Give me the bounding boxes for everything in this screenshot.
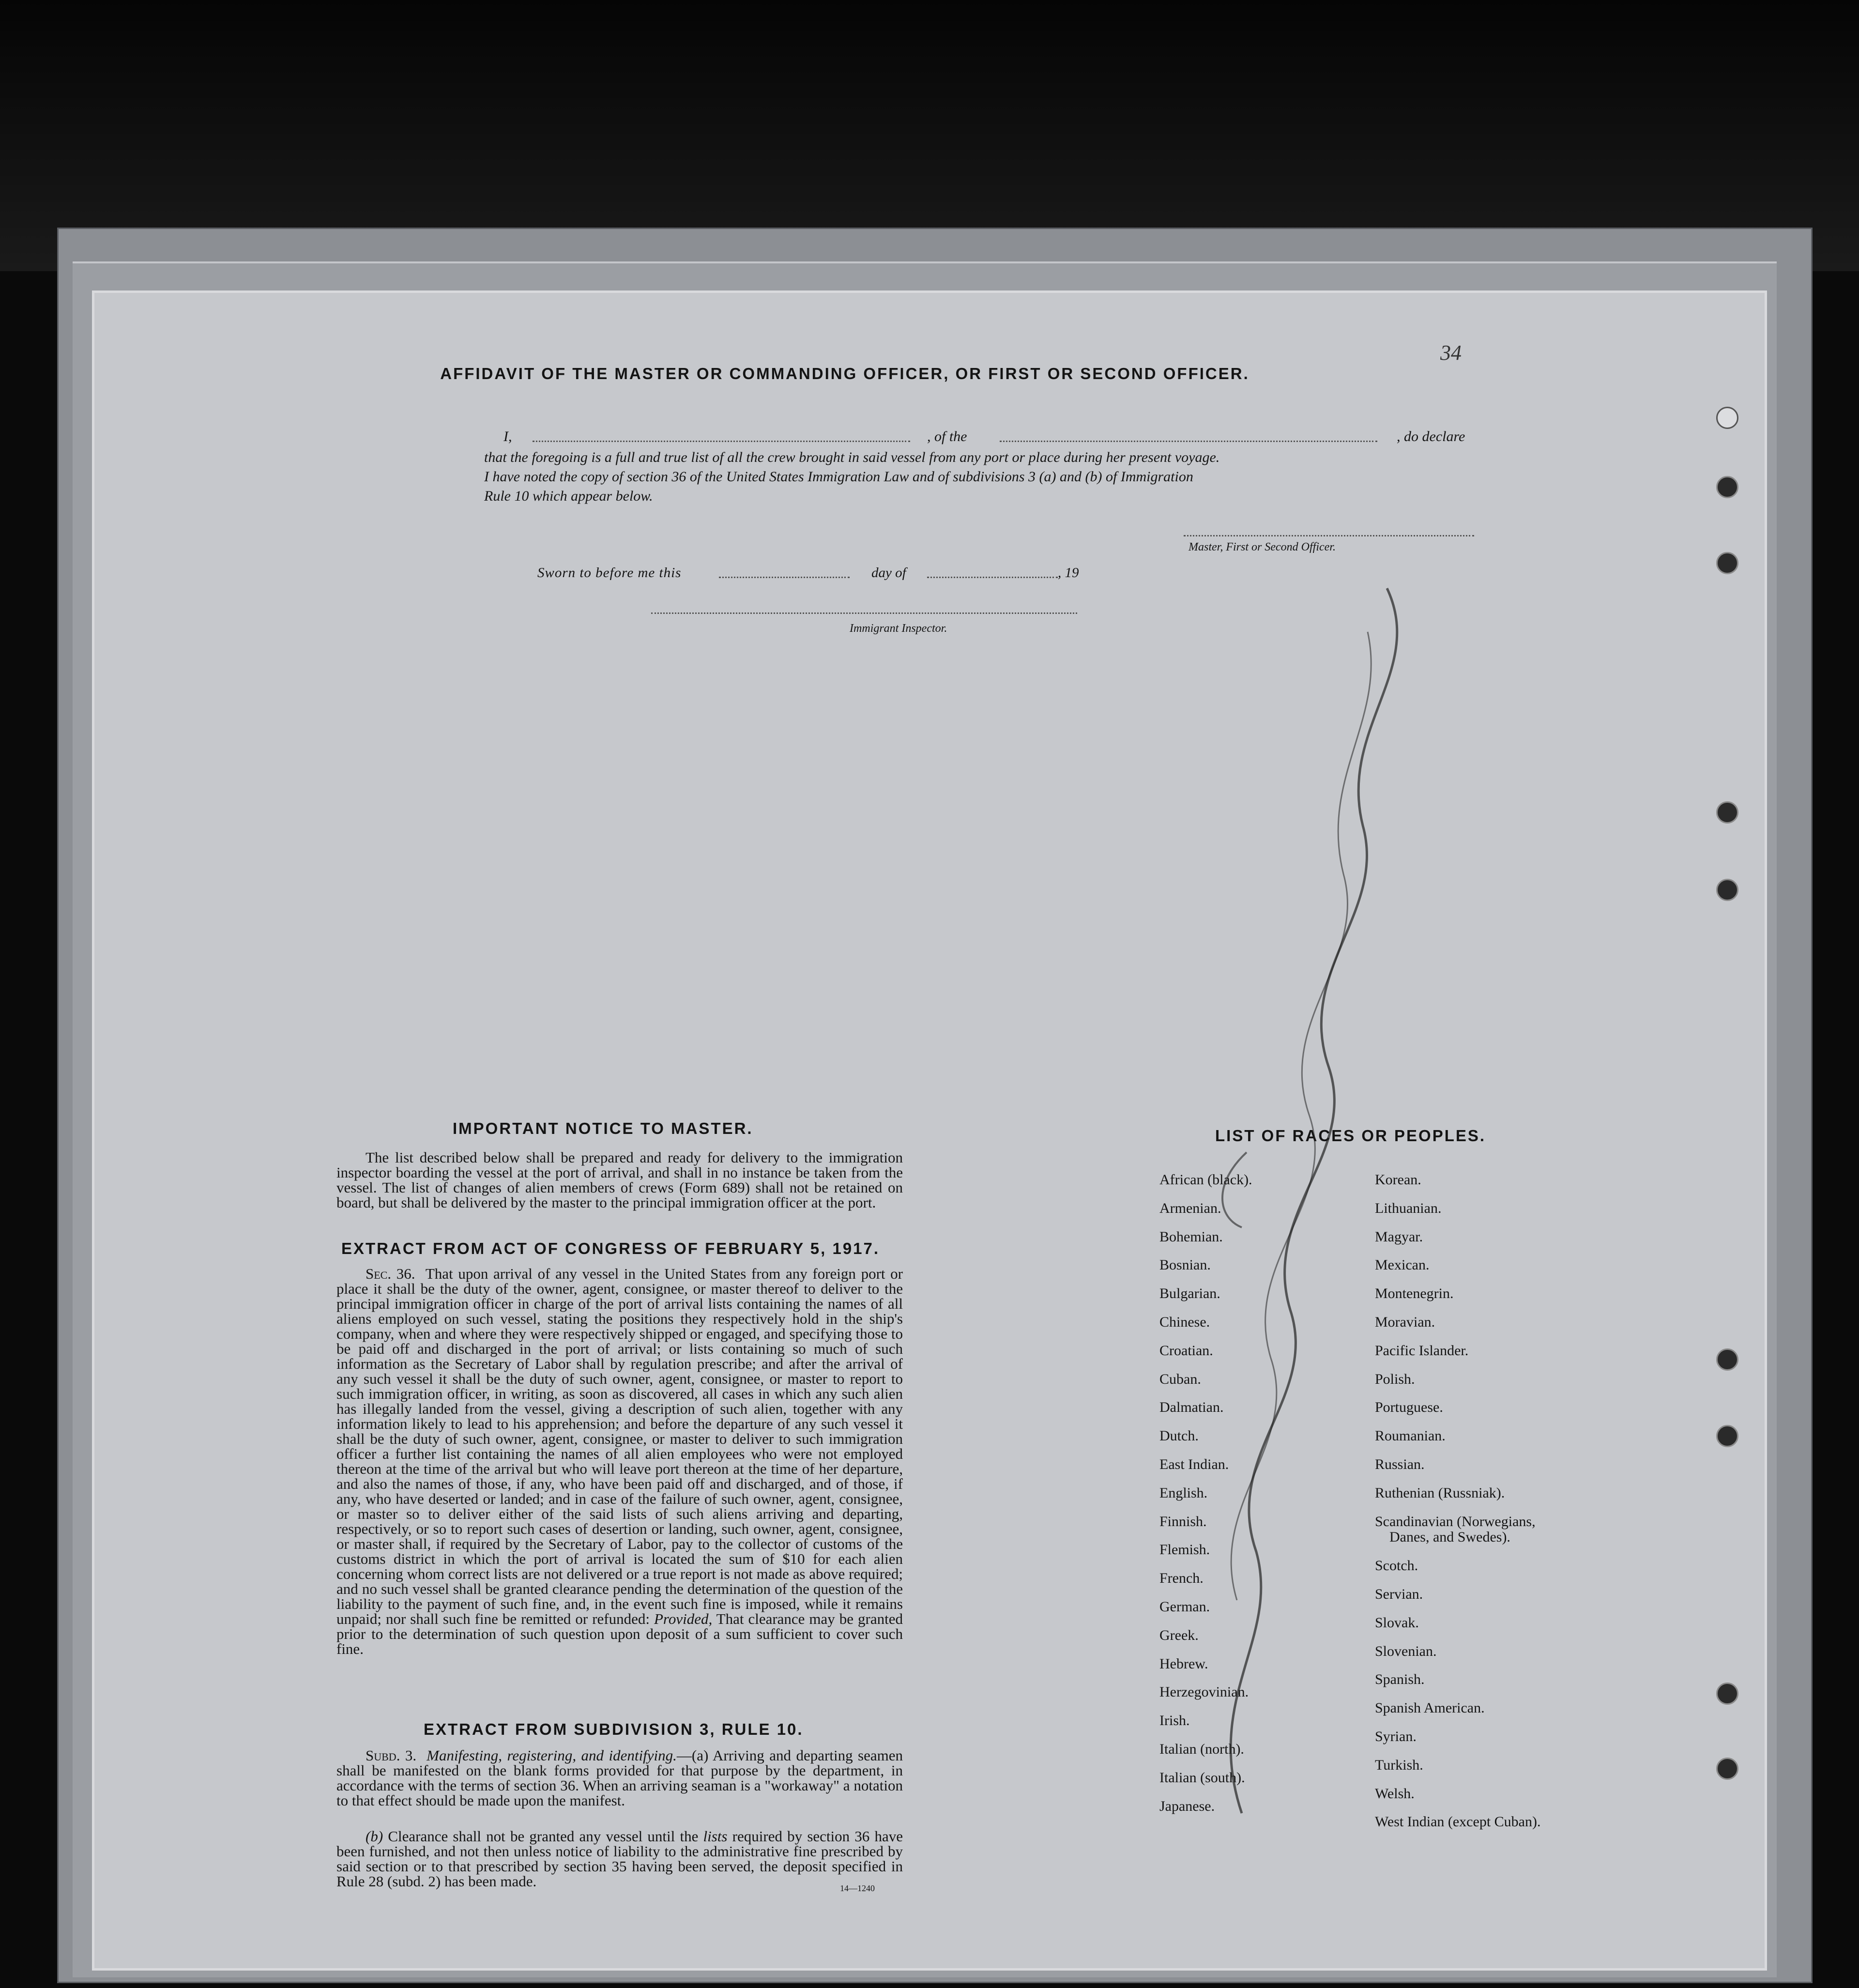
- sec-text-end: That clearance may be granted prior to the determination of such question upon deposit of a sum sufficient to cover such fine.: [336, 1610, 903, 1657]
- race-item: Welsh.: [1375, 1785, 1415, 1802]
- race-item: Bulgarian.: [1159, 1285, 1220, 1302]
- race-item: Scandinavian (Norwegians,: [1375, 1513, 1536, 1529]
- race-item: Spanish American.: [1375, 1700, 1485, 1716]
- sec-label: Sec. 36.: [366, 1265, 415, 1282]
- race-item: Magyar.: [1375, 1228, 1423, 1245]
- sworn-date-line: [719, 577, 850, 578]
- race-item: Bosnian.: [1159, 1257, 1211, 1273]
- affidavit-line-2: I have noted the copy of section 36 of the United States Immigration Law and of subdivisions 3 (a) and (b) of Immigration: [484, 469, 1193, 485]
- race-item: Montenegrin.: [1375, 1285, 1454, 1302]
- race-item: Scotch.: [1375, 1558, 1418, 1574]
- race-item: Flemish.: [1159, 1542, 1210, 1558]
- race-item: Dutch.: [1159, 1428, 1199, 1444]
- master-name-line: [533, 441, 910, 442]
- race-item: Italian (north).: [1159, 1741, 1244, 1757]
- sec-text: That upon arrival of any vessel in the United States from any foreign port or place it shall be the duty of the owner, agent, consignee, or master thereof to deliver to the principal immigration officer in charge of the port of arrival lists containing the names of all aliens employed on such vessel, stating the positions they respectively hold in the ship's company, when and where they were respectively shipped or engaged, and specifying those to be paid off and discharged in the port of arrival; or lists containing so much of such information as the Secretary of Labor shall by regulation prescribe; and after the arrival of any such vessel it shall be the duty of such owner, agent, consignee, or master to report to such immigration officer, in writing, as soon as discovered, all cases in which any such alien has illegally landed from the vessel, giving a description of such alien, together with any information likely to lead to his apprehension; and before the departure of any such vessel it shall be the duty of such owner, agent, consignee, or master to deliver to such immigration officer a further list containing the names of all alien employees who were not employed thereon at the time of the arrival but who will leave port thereon at the time of her departure, and also the names of those, if any, who have been paid off and discharged, and of those, if any, who have deserted or landed; and in case of the failure of such owner, agent, consignee, or master so to deliver either of the said lists of such aliens arriving and departing, respectively, or so to report such cases of desertion or landing, such owner, agent, consignee, or master shall, if required by the Secretary of Labor, pay to the collector of customs of the customs district in which the port of arrival is located the sum of $10 for each alien concerning whom correct lists are not delivered or a true report is not made as above required; and no such vessel shall be granted clearance pending the determination of the question of the liability to the payment of such fine, and, in the event such fine is imposed, while it remains unpaid; nor shall such fine be remitted or refunded:: [336, 1265, 903, 1627]
- sworn-month-line: [927, 577, 1058, 578]
- affidavit-of-the: , of the: [927, 428, 967, 444]
- inspector-signature-line: [651, 612, 1077, 614]
- inspector-label: Immigrant Inspector.: [850, 622, 947, 635]
- binder-hole: [1716, 1425, 1738, 1447]
- binder-hole: [1716, 476, 1738, 498]
- race-item: Korean.: [1375, 1172, 1421, 1188]
- race-item: African (black).: [1159, 1172, 1252, 1188]
- race-item: Servian.: [1375, 1586, 1423, 1602]
- binder-hole: [1716, 1682, 1738, 1705]
- race-item: Polish.: [1375, 1371, 1415, 1387]
- race-item: Bohemian.: [1159, 1228, 1223, 1245]
- race-item: Japanese.: [1159, 1798, 1215, 1814]
- binder-hole: [1716, 879, 1738, 901]
- corner-number: 34: [1440, 341, 1462, 365]
- race-item: Greek.: [1159, 1627, 1199, 1643]
- affidavit-do-declare: , do declare: [1397, 428, 1465, 444]
- sworn-text: Sworn to before me this: [537, 565, 682, 581]
- provided-word: Provided,: [654, 1610, 713, 1627]
- race-item: Danes, and Swedes).: [1389, 1529, 1510, 1545]
- extract-rule-title: EXTRACT FROM SUBDIVISION 3, RULE 10.: [424, 1720, 804, 1738]
- notice-title: IMPORTANT NOTICE TO MASTER.: [453, 1119, 753, 1137]
- race-item: Slovenian.: [1375, 1643, 1437, 1659]
- manifest-page: [92, 291, 1767, 1971]
- race-item: English.: [1159, 1484, 1208, 1501]
- affidavit-line-3: Rule 10 which appear below.: [484, 488, 653, 504]
- race-item: Roumanian.: [1375, 1428, 1446, 1444]
- race-item: Syrian.: [1375, 1728, 1417, 1744]
- notice-text: The list described below shall be prepared and ready for delivery to the immigration inspector boarding the vessel at the port of arrival, and shall in no instance be taken from the vessel. The list of changes of alien members of crews (Form 689) shall not be retained on board, but shall be delivered by the master to the principal immigration officer at the port.: [336, 1149, 903, 1211]
- race-item: East Indian.: [1159, 1456, 1229, 1472]
- race-item: Hebrew.: [1159, 1655, 1208, 1672]
- subd-label: Subd. 3.: [366, 1747, 417, 1764]
- race-item: Moravian.: [1375, 1314, 1435, 1330]
- race-item: Dalmatian.: [1159, 1399, 1224, 1416]
- binder-hole: [1716, 1758, 1738, 1780]
- race-item: Mexican.: [1375, 1257, 1430, 1273]
- race-item: Lithuanian.: [1375, 1200, 1442, 1216]
- race-item: French.: [1159, 1570, 1204, 1587]
- binder-hole: [1716, 407, 1738, 429]
- b-text-2: required by section 36 have been furnished, and not then unless notice of liability to the administrative fine prescribed by said section or to that prescribed by section 35 having been served, the deposit specified in Rule 28 (subd. 2) has been made.: [336, 1828, 903, 1890]
- race-item: Finnish.: [1159, 1513, 1207, 1529]
- form-number: 14—1240: [840, 1883, 875, 1893]
- race-item: German.: [1159, 1599, 1210, 1615]
- subd-italic: Manifesting, registering, and identifying.: [427, 1747, 677, 1764]
- race-item: Herzegovinian.: [1159, 1684, 1249, 1700]
- race-item: Ruthenian (Russniak).: [1375, 1484, 1505, 1501]
- binder-hole: [1716, 1348, 1738, 1371]
- extract-rule-text-a: [336, 1748, 903, 1808]
- b-label: (b): [366, 1828, 383, 1845]
- race-item: Irish.: [1159, 1713, 1190, 1729]
- affidavit-line-1: that the foregoing is a full and true list of all the crew brought in said vessel from any port or place during her present voyage.: [484, 449, 1220, 465]
- extract-act-title: EXTRACT FROM ACT OF CONGRESS OF FEBRUARY 5, 1917.: [341, 1239, 880, 1257]
- race-item: West Indian (except Cuban).: [1375, 1814, 1541, 1830]
- race-item: Chinese.: [1159, 1314, 1210, 1330]
- vessel-name-line: [1000, 441, 1377, 442]
- subd-text-a: —(a) Arriving and departing seamen shall be manifested on the blank forms provided for that purpose by the department, in accordance with the terms of section 36. When an arriving seaman is a "workaway" a notation to that effect should be made upon the manifest.: [336, 1747, 903, 1809]
- master-signature-line: [1184, 535, 1474, 536]
- extract-act-text: [336, 1266, 903, 1656]
- race-item: Italian (south).: [1159, 1769, 1245, 1786]
- race-item: Slovak.: [1375, 1614, 1419, 1631]
- extract-rule-text-b: [336, 1829, 903, 1889]
- race-item: Pacific Islander.: [1375, 1342, 1469, 1359]
- affidavit-i: I,: [503, 428, 512, 444]
- race-item: Portuguese.: [1375, 1399, 1443, 1416]
- races-title: LIST OF RACES OR PEOPLES.: [1215, 1127, 1486, 1145]
- race-item: Cuban.: [1159, 1371, 1201, 1387]
- race-item: Croatian.: [1159, 1342, 1213, 1359]
- race-item: Turkish.: [1375, 1757, 1423, 1773]
- cancellation-scrawl: [1135, 574, 1474, 1842]
- b-text-1: Clearance shall not be granted any vessel until the: [388, 1828, 699, 1845]
- race-item: Spanish.: [1375, 1671, 1425, 1688]
- master-signature-label: Master, First or Second Officer.: [1189, 541, 1336, 553]
- affidavit-title: AFFIDAVIT OF THE MASTER OR COMMANDING OFFICER, OR FIRST OR SECOND OFFICER.: [440, 365, 1249, 382]
- binder-hole: [1716, 801, 1738, 824]
- year-text: , 19: [1058, 565, 1079, 581]
- race-item: Armenian.: [1159, 1200, 1221, 1216]
- binder-hole: [1716, 552, 1738, 574]
- day-of-text: day of: [871, 565, 906, 581]
- b-lists: lists: [703, 1828, 728, 1845]
- race-item: Russian.: [1375, 1456, 1425, 1472]
